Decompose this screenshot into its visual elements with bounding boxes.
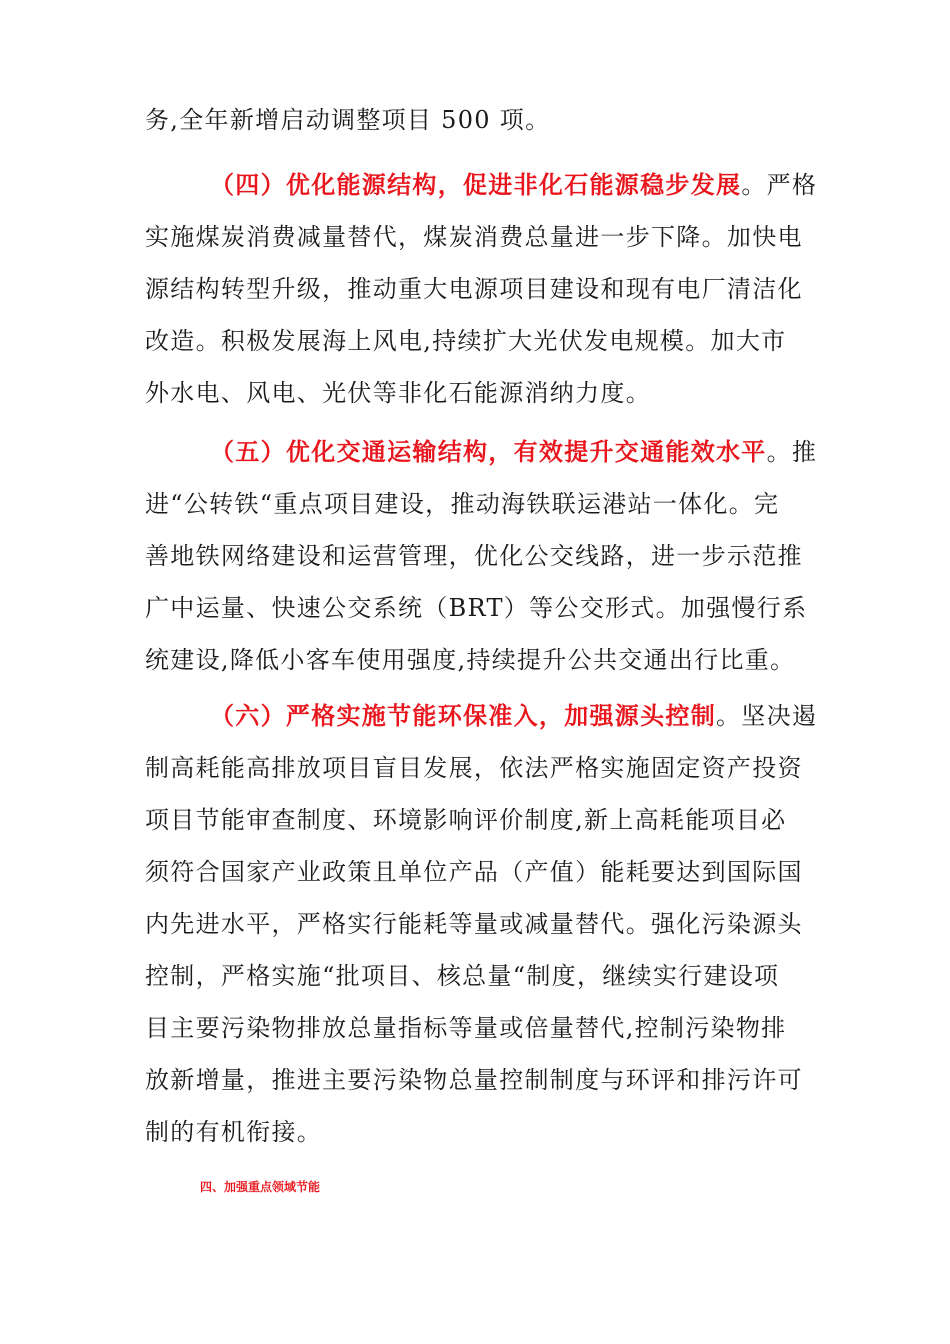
body-line: 善地铁网络建设和运营管理，优化公交线路，进一步示范推 [145,542,803,570]
body-line: 项目节能审查制度、环境影响评价制度,新上高耗能项目必 [145,806,787,834]
body-line: 放新增量，推进主要污染物总量控制制度与环评和排污许可 [145,1066,803,1094]
body-line: 制高耗能高排放项目盲目发展，依法严格实施固定资产投资 [145,754,803,782]
paragraph-6-heading: （六）严格实施节能环保准入，加强源头控制 [210,701,716,730]
paragraph-5-heading: （五）优化交通运输结构，有效提升交通能效水平 [210,437,767,466]
paragraph-5-lead: 。推 [766,438,818,466]
body-line: 统建设,降低小客车使用强度,持续提升公共交通出行比重。 [145,646,796,674]
body-line: 实施煤炭消费减量替代，煤炭消费总量进一步下降。加快电 [145,223,803,251]
body-line: 广中运量、快速公交系统（BRT）等公交形式。加强慢行系 [145,594,808,622]
paragraph-6-first-line [210,700,817,732]
body-line: 制的有机衔接。 [145,1118,323,1146]
paragraph-6-lead: 。坚决遏 [716,702,818,730]
body-line: 进“公转铁“重点项目建设，推动海铁联运港站一体化。完 [145,490,780,518]
paragraph-4-lead: 。严格 [741,171,818,199]
body-line: 须符合国家产业政策且单位产品（产值）能耗要达到国际国 [145,858,803,886]
body-line: 目主要污染物排放总量指标等量或倍量替代,控制污染物排 [145,1014,787,1042]
paragraph-4-heading: （四）优化能源结构，促进非化石能源稳步发展 [210,170,742,199]
paragraph-5-first-line [210,436,817,468]
body-line: 内先进水平，严格实行能耗等量或减量替代。强化污染源头 [145,910,803,938]
body-line: 外水电、风电、光伏等非化石能源消纳力度。 [145,379,651,407]
section-heading: 四、加强重点领域节能 [200,1180,321,1194]
body-line: 改造。积极发展海上风电,持续扩大光伏发电规模。加大市 [145,327,787,355]
body-line: 源结构转型升级，推动重大电源项目建设和现有电厂清洁化 [145,275,803,303]
body-line: 控制，严格实施“批项目、核总量“制度，继续实行建设项 [145,962,780,990]
paragraph-4-first-line [210,169,817,201]
body-line: 务,全年新增启动调整项目 500 项。 [145,106,551,134]
